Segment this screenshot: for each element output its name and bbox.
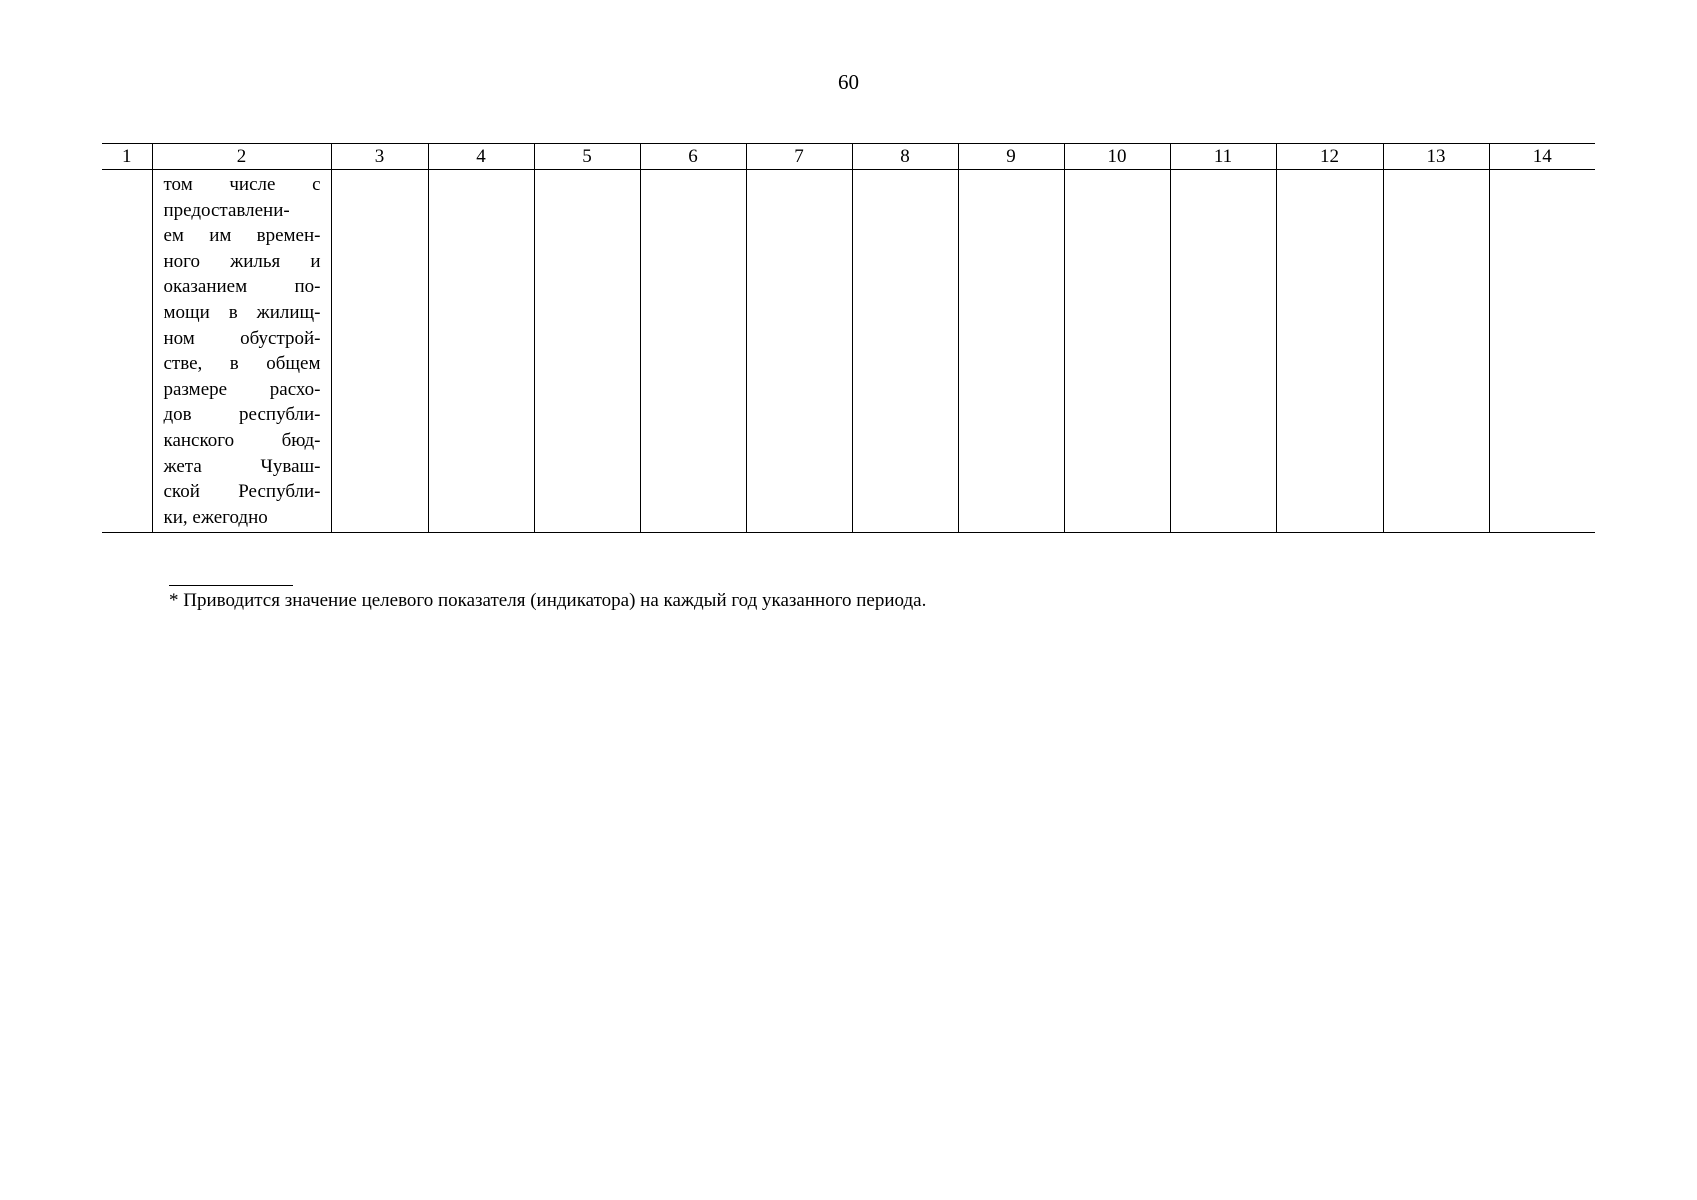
description-line: оказанием по- — [163, 276, 321, 298]
indicator-table — [102, 143, 1595, 533]
description-line: ного жилья и — [163, 250, 321, 272]
description-line: том числе с — [163, 174, 321, 195]
table-cell — [1170, 170, 1276, 533]
description-line: предоставлени- — [163, 199, 290, 221]
table-row — [102, 170, 1595, 533]
description-line: канского бюд- — [163, 429, 321, 451]
column-header: 12 — [1276, 144, 1383, 170]
description-line: ном обустрой- — [163, 327, 321, 349]
description-line: ской Республи- — [163, 481, 321, 503]
table-cell — [1489, 170, 1595, 533]
column-header: 5 — [534, 144, 640, 170]
column-header: 1 — [102, 144, 152, 170]
description-line: жета Чуваш- — [163, 455, 321, 477]
column-header: 2 — [152, 144, 331, 170]
table-cell — [1383, 170, 1489, 533]
footnote: * Приводится значение целевого показателя (индикатора) на каждый год указанного периода. — [169, 590, 927, 611]
description-line: ки, ежегодно — [163, 506, 268, 528]
column-header: 11 — [1170, 144, 1276, 170]
column-header: 14 — [1489, 144, 1595, 170]
table-cell — [428, 170, 534, 533]
description-line: дов республи- — [163, 404, 321, 426]
page-number: 60 — [838, 70, 859, 94]
table-cell — [852, 170, 958, 533]
indicator-description-cell — [152, 170, 331, 533]
description-line: ем им времен- — [163, 225, 321, 247]
column-header: 10 — [1064, 144, 1170, 170]
table-cell — [534, 170, 640, 533]
column-header: 3 — [331, 144, 428, 170]
table-cell — [331, 170, 428, 533]
column-header: 6 — [640, 144, 746, 170]
description-line: размере расхо- — [163, 378, 321, 400]
table-cell — [958, 170, 1064, 533]
table-cell — [746, 170, 852, 533]
column-header: 9 — [958, 144, 1064, 170]
footnote-separator — [169, 585, 293, 586]
table-cell — [640, 170, 746, 533]
table-cell — [1064, 170, 1170, 533]
column-header: 7 — [746, 144, 852, 170]
table-cell — [102, 170, 152, 533]
description-line: мощи в жилищ- — [163, 301, 321, 323]
column-header: 13 — [1383, 144, 1489, 170]
column-number-header-row — [102, 144, 1595, 170]
description-line: стве, в общем — [163, 353, 321, 375]
column-header: 8 — [852, 144, 958, 170]
column-header: 4 — [428, 144, 534, 170]
table-cell — [1276, 170, 1383, 533]
